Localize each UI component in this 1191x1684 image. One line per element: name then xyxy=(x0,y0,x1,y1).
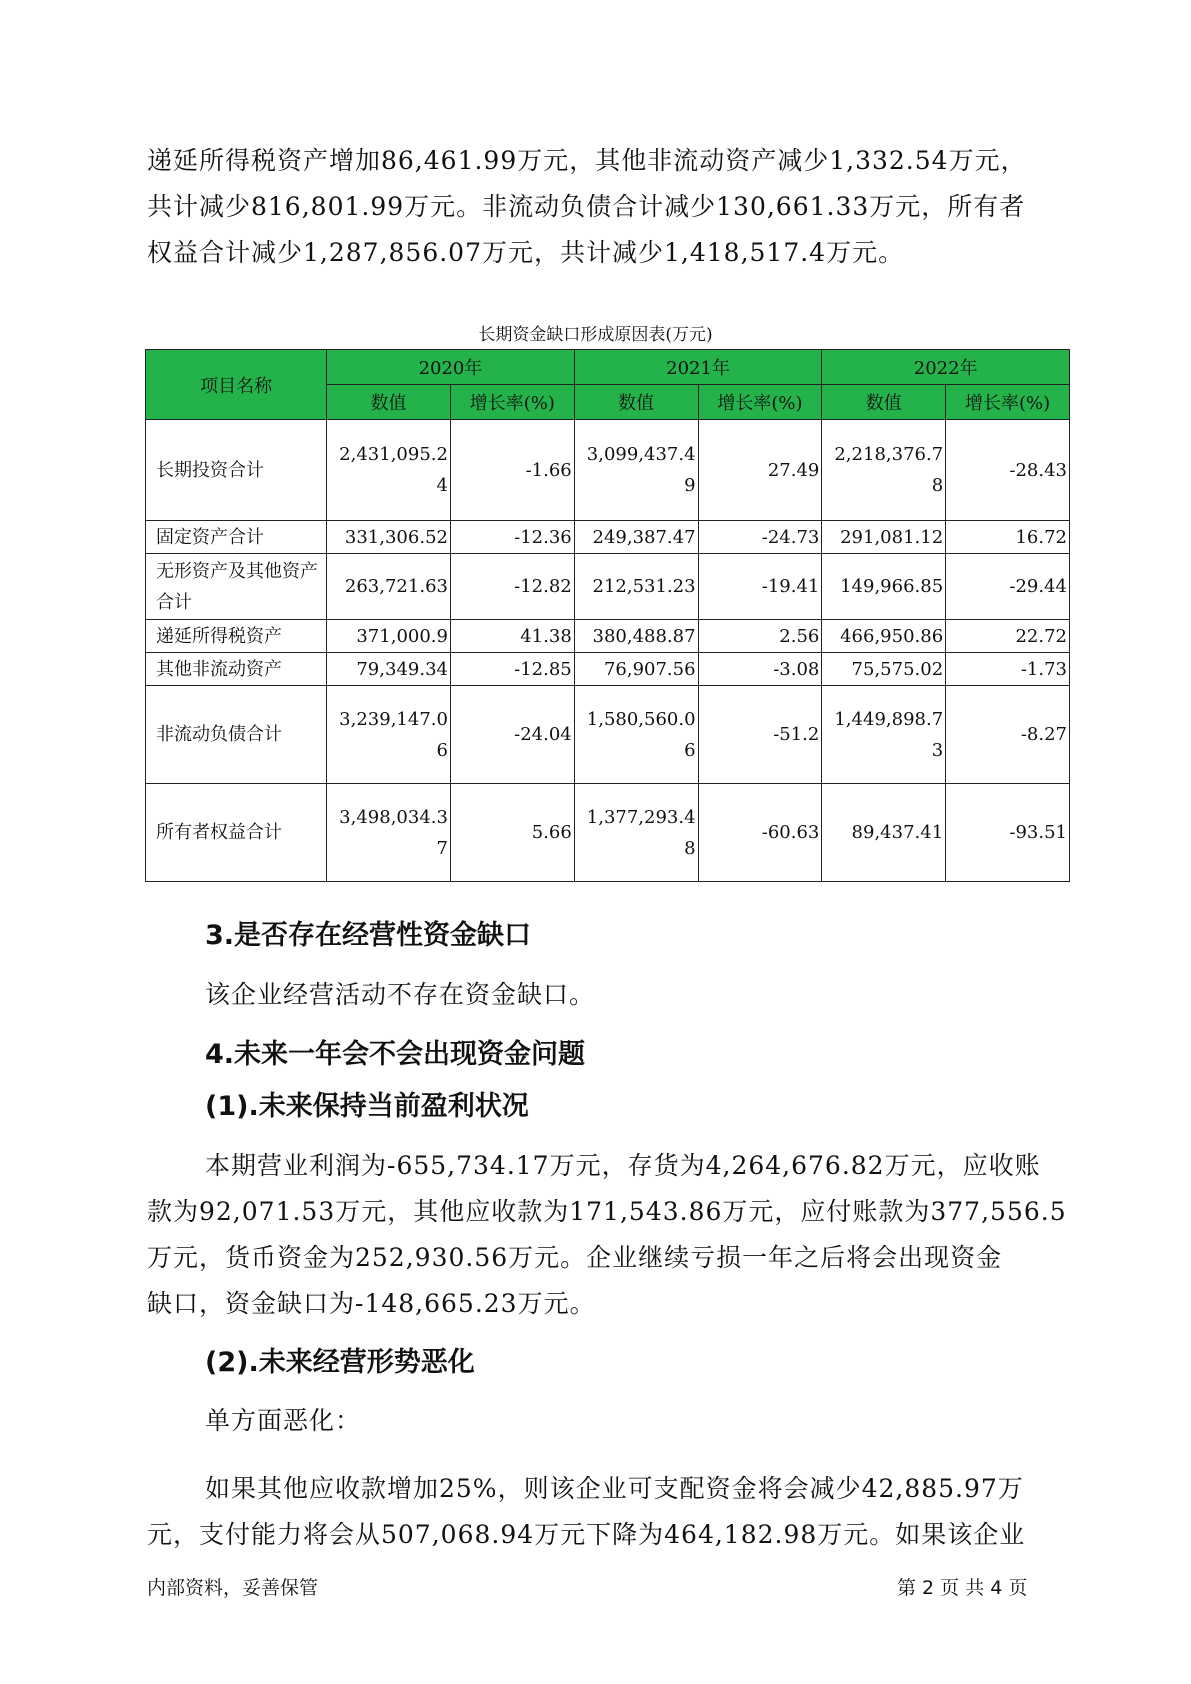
row-label: 长期投资合计 xyxy=(146,420,327,521)
cell-rate: -12.36 xyxy=(450,521,574,554)
cell-value: 3,099,437.49 xyxy=(574,420,698,521)
header-value: 数值 xyxy=(574,385,698,420)
paragraph-line: 如果其他应收款增加25%，则该企业可支配资金将会减少42,885.97万 xyxy=(205,1474,1024,1503)
cell-value: 76,907.56 xyxy=(574,653,698,686)
cell-value: 89,437.41 xyxy=(822,784,946,882)
cell-rate: -8.27 xyxy=(946,686,1070,784)
row-label: 所有者权益合计 xyxy=(146,784,327,882)
row-label: 其他非流动资产 xyxy=(146,653,327,686)
cell-value: 2,218,376.78 xyxy=(822,420,946,521)
intro-line: 共计减少816,801.99万元。非流动负债合计减少130,661.33万元，所有者 xyxy=(147,192,1026,221)
cell-rate: 16.72 xyxy=(946,521,1070,554)
paragraph-line: 款为92,071.53万元，其他应收款为171,543.86万元，应付账款为377,556.5 xyxy=(147,1197,1067,1226)
section-heading: 4.未来一年会不会出现资金问题 xyxy=(205,1039,586,1070)
subsection-intro xyxy=(205,1398,1075,1444)
subsection-paragraph xyxy=(147,1143,1077,1327)
cell-value: 79,349.34 xyxy=(327,653,451,686)
section-heading: 3.是否存在经营性资金缺口 xyxy=(205,920,532,951)
cell-rate: 2.56 xyxy=(698,620,822,653)
header-year: 2022年 xyxy=(822,350,1070,385)
paragraph-line: 本期营业利润为-655,734.17万元，存货为4,264,676.82万元，应收账 xyxy=(205,1151,1041,1180)
header-value: 数值 xyxy=(822,385,946,420)
cell-value: 1,377,293.48 xyxy=(574,784,698,882)
table-row xyxy=(146,420,1070,521)
cell-rate: -12.82 xyxy=(450,554,574,620)
header-item-name: 项目名称 xyxy=(146,350,327,420)
subsection-paragraph xyxy=(147,1466,1077,1558)
cell-value: 466,950.86 xyxy=(822,620,946,653)
cell-rate: -60.63 xyxy=(698,784,822,882)
paragraph-line: 单方面恶化： xyxy=(205,1406,362,1435)
cell-rate: -51.2 xyxy=(698,686,822,784)
cell-value: 249,387.47 xyxy=(574,521,698,554)
intro-paragraph xyxy=(147,138,1077,276)
cell-rate: 22.72 xyxy=(946,620,1070,653)
cell-value: 1,449,898.73 xyxy=(822,686,946,784)
header-rate: 增长率(%) xyxy=(946,385,1070,420)
table-row xyxy=(146,554,1070,620)
cell-rate: 27.49 xyxy=(698,420,822,521)
cell-rate: -28.43 xyxy=(946,420,1070,521)
cell-rate: -93.51 xyxy=(946,784,1070,882)
table-row xyxy=(146,653,1070,686)
cell-value: 3,498,034.37 xyxy=(327,784,451,882)
table-row xyxy=(146,521,1070,554)
cell-value: 3,239,147.06 xyxy=(327,686,451,784)
cell-value: 331,306.52 xyxy=(327,521,451,554)
cell-rate: -1.73 xyxy=(946,653,1070,686)
section-text xyxy=(205,972,1075,1018)
cell-value: 380,488.87 xyxy=(574,620,698,653)
cell-value: 263,721.63 xyxy=(327,554,451,620)
header-rate: 增长率(%) xyxy=(698,385,822,420)
header-year: 2020年 xyxy=(327,350,575,385)
header-rate: 增长率(%) xyxy=(450,385,574,420)
cell-rate: 5.66 xyxy=(450,784,574,882)
footer-page-number: 第 2 页 共 4 页 xyxy=(897,1577,1028,1599)
table-row xyxy=(146,620,1070,653)
cell-rate: -19.41 xyxy=(698,554,822,620)
cell-rate: -29.44 xyxy=(946,554,1070,620)
cell-value: 212,531.23 xyxy=(574,554,698,620)
intro-line: 递延所得税资产增加86,461.99万元，其他非流动资产减少1,332.54万元， xyxy=(147,146,1027,175)
paragraph-line: 元，支付能力将会从507,068.94万元下降为464,182.98万元。如果该企业 xyxy=(147,1520,1026,1549)
row-label: 递延所得税资产 xyxy=(146,620,327,653)
cell-rate: -12.85 xyxy=(450,653,574,686)
subsection-heading: (1).未来保持当前盈利状况 xyxy=(205,1091,529,1122)
cell-rate: -3.08 xyxy=(698,653,822,686)
subsection-heading: (2).未来经营形势恶化 xyxy=(205,1347,475,1378)
header-year: 2021年 xyxy=(574,350,822,385)
row-label: 固定资产合计 xyxy=(146,521,327,554)
paragraph-line: 缺口，资金缺口为-148,665.23万元。 xyxy=(147,1289,596,1318)
cell-rate: -24.73 xyxy=(698,521,822,554)
cell-value: 371,000.9 xyxy=(327,620,451,653)
table-row xyxy=(146,686,1070,784)
table-caption: 长期资金缺口形成原因表(万元) xyxy=(478,325,713,345)
cell-value: 149,966.85 xyxy=(822,554,946,620)
funding-gap-table xyxy=(145,349,1070,882)
section-text-line: 该企业经营活动不存在资金缺口。 xyxy=(205,980,596,1009)
footer-left: 内部资料，妥善保管 xyxy=(147,1577,319,1599)
header-value: 数值 xyxy=(327,385,451,420)
cell-value: 291,081.12 xyxy=(822,521,946,554)
row-label: 非流动负债合计 xyxy=(146,686,327,784)
cell-value: 1,580,560.06 xyxy=(574,686,698,784)
cell-rate: -1.66 xyxy=(450,420,574,521)
cell-rate: 41.38 xyxy=(450,620,574,653)
paragraph-line: 万元，货币资金为252,930.56万元。企业继续亏损一年之后将会出现资金 xyxy=(147,1243,1003,1272)
row-label: 无形资产及其他资产合计 xyxy=(146,554,327,620)
cell-value: 2,431,095.24 xyxy=(327,420,451,521)
cell-rate: -24.04 xyxy=(450,686,574,784)
cell-value: 75,575.02 xyxy=(822,653,946,686)
intro-line: 权益合计减少1,287,856.07万元，共计减少1,418,517.4万元。 xyxy=(147,238,905,267)
table-row xyxy=(146,784,1070,882)
